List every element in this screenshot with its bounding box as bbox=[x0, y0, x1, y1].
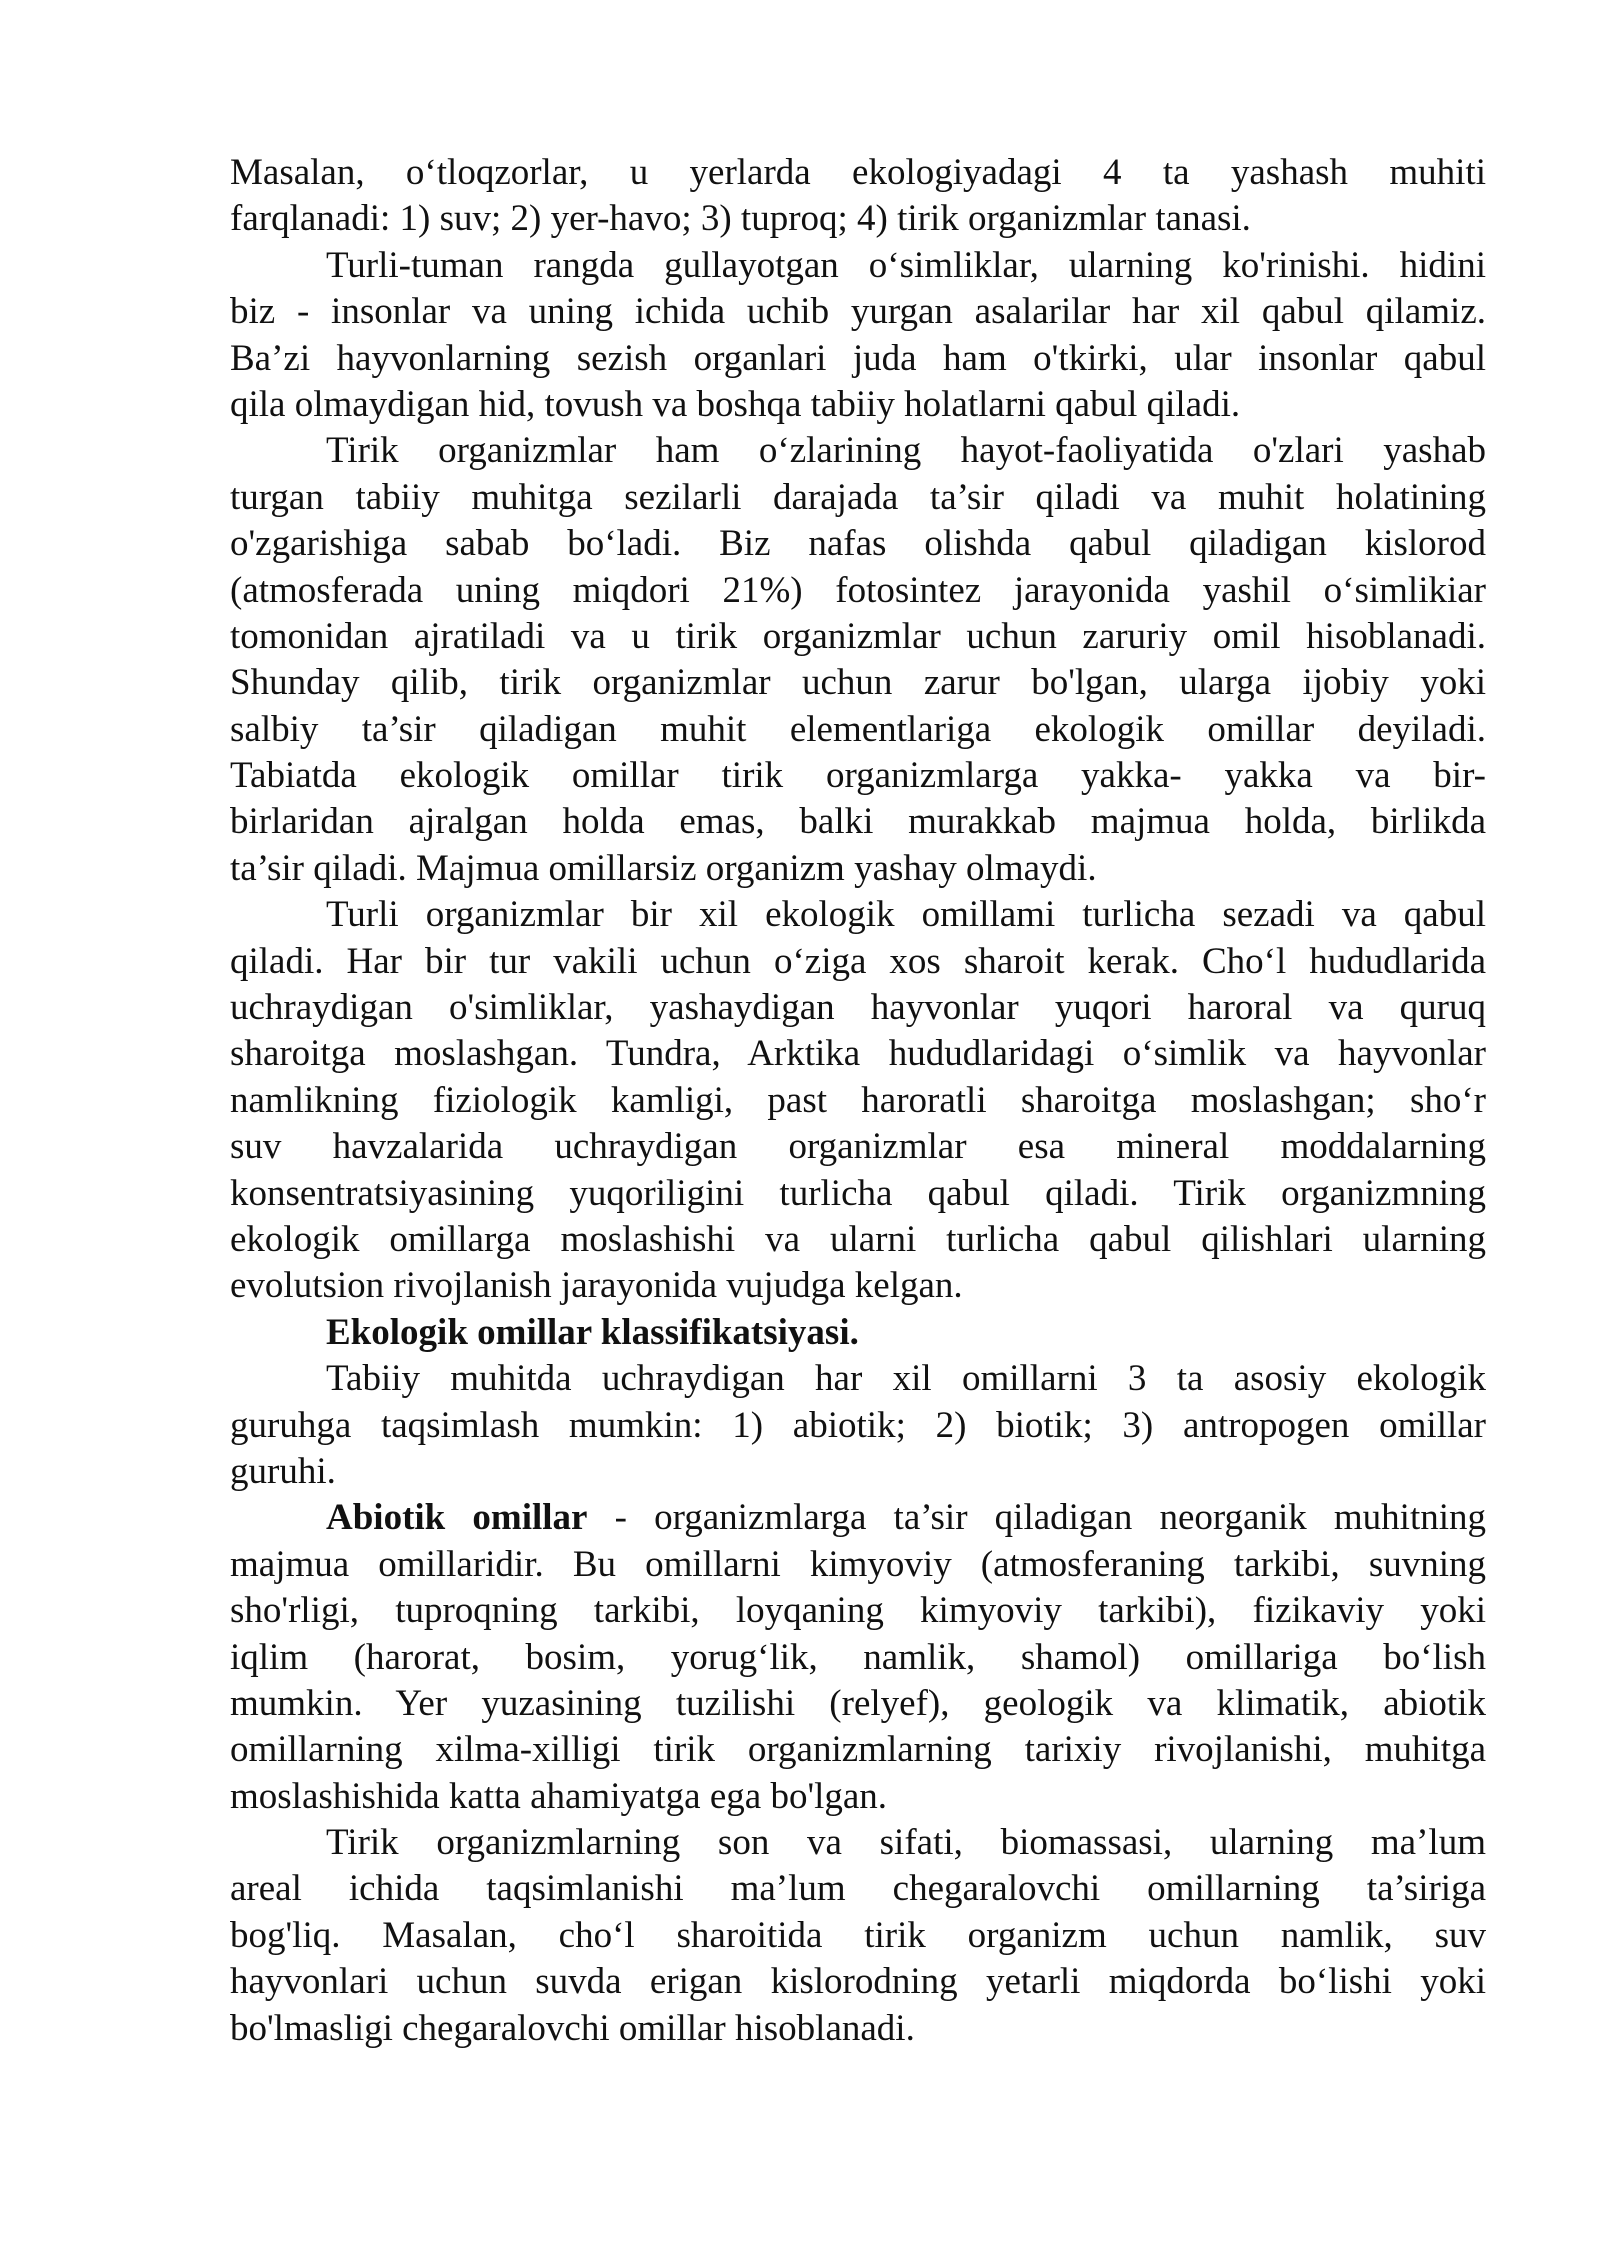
text-run: biz - insonlar va uning ichida uchib yurgan asalarilar har xil qabul qilamiz. bbox=[230, 291, 1486, 333]
paragraph bbox=[230, 1820, 1486, 2052]
text-line bbox=[230, 521, 1486, 567]
document-page bbox=[230, 150, 1486, 2052]
text-run: areal ichida taqsimlanishi ma’lum chegaralovchi omillarning ta’siriga bbox=[230, 1868, 1486, 1910]
text-line bbox=[230, 1588, 1486, 1634]
text-run: Shunday qilib, tirik organizmlar uchun zarur bo'lgan, ularga ijobiy yoki bbox=[230, 662, 1486, 704]
text-run: Tabiatda ekologik omillar tirik organizmlarga yakka- yakka va bir- bbox=[230, 755, 1486, 797]
text-line bbox=[230, 1310, 1486, 1356]
text-run: tomonidan ajratiladi va u tirik organizmlar uchun zaruriy omil hisoblanadi. bbox=[230, 615, 1486, 657]
text-run: Tirik organizmlarning son va sifati, biomassasi, ularning ma’lum bbox=[326, 1822, 1486, 1864]
text-line bbox=[230, 2006, 1486, 2052]
paragraph bbox=[230, 1495, 1486, 1820]
text-line bbox=[230, 707, 1486, 753]
text-run: turgan tabiiy muhitga sezilarli darajada ta’sir qiladi va muhit holatining bbox=[230, 476, 1486, 518]
text-run: hayvonlari uchun suvda erigan kislorodning yetarli miqdorda bo‘lishi yoki bbox=[230, 1961, 1486, 2003]
text-line bbox=[230, 799, 1486, 845]
text-line bbox=[230, 289, 1486, 335]
text-run: namlikning fiziologik kamligi, past haroratli sharoitga moslashgan; sho‘r bbox=[230, 1079, 1486, 1121]
text-run: uchraydigan o'simliklar, yashaydigan hayvonlar yuqori haroral va quruq bbox=[230, 987, 1486, 1029]
text-line bbox=[230, 1171, 1486, 1217]
text-line bbox=[230, 1727, 1486, 1773]
text-run: qila olmaydigan hid, tovush va boshqa tabiiy holatlarni qabul qiladi. bbox=[230, 383, 1241, 425]
text-line bbox=[230, 753, 1486, 799]
text-run: bog'liq. Masalan, cho‘l sharoitida tirik organizm uchun namlik, suv bbox=[230, 1914, 1486, 1956]
text-line bbox=[230, 1820, 1486, 1866]
text-run: - organizmlarga ta’sir qiladigan neorganik muhitning bbox=[587, 1497, 1486, 1539]
text-line bbox=[230, 1774, 1486, 1820]
text-run: farqlanadi: 1) suv; 2) yer-havo; 3) tuproq; 4) tirik organizmlar tanasi. bbox=[230, 198, 1251, 240]
paragraph bbox=[230, 892, 1486, 1310]
text-run: mumkin. Yer yuzasining tuzilishi (relyef), geologik va klimatik, abiotik bbox=[230, 1682, 1486, 1724]
text-line bbox=[230, 1124, 1486, 1170]
text-run: qiladi. Har bir tur vakili uchun o‘ziga xos sharoit kerak. Cho‘l hududlarida bbox=[230, 940, 1486, 982]
bold-text: Abiotik omillar bbox=[326, 1497, 588, 1539]
text-run: Turli-tuman rangda gullayotgan o‘simliklar, ularning ko'rinishi. hidini bbox=[326, 244, 1486, 286]
text-line bbox=[230, 1635, 1486, 1681]
text-run: konsentratsiyasining yuqoriligini turlicha qabul qiladi. Tirik organizmning bbox=[230, 1172, 1486, 1214]
text-run: moslashishida katta ahamiyatga ega bo'lgan. bbox=[230, 1775, 888, 1817]
text-line bbox=[230, 1078, 1486, 1124]
text-run: sharoitga moslashgan. Tundra, Arktika hududlaridagi o‘simlik va hayvonlar bbox=[230, 1033, 1486, 1075]
paragraph bbox=[230, 1356, 1486, 1495]
paragraph bbox=[230, 150, 1486, 243]
text-run: salbiy ta’sir qiladigan muhit elementlariga ekologik omillar deyiladi. bbox=[230, 708, 1486, 750]
text-line bbox=[230, 660, 1486, 706]
text-run: (atmosferada uning miqdori 21%) fotosintez jarayonida yashil o‘simlikiar bbox=[230, 569, 1486, 611]
text-run: majmua omillaridir. Bu omillarni kimyoviy (atmosferaning tarkibi, suvning bbox=[230, 1543, 1486, 1585]
text-line bbox=[230, 428, 1486, 474]
text-line bbox=[230, 382, 1486, 428]
text-line bbox=[230, 1031, 1486, 1077]
section-heading bbox=[230, 1310, 1486, 1356]
text-line bbox=[230, 243, 1486, 289]
bold-text: Ekologik omillar klassifikatsiyasi. bbox=[326, 1311, 859, 1353]
text-line bbox=[230, 892, 1486, 938]
text-line bbox=[230, 1403, 1486, 1449]
text-line bbox=[230, 1356, 1486, 1402]
text-line bbox=[230, 336, 1486, 382]
text-line bbox=[230, 614, 1486, 660]
text-line bbox=[230, 475, 1486, 521]
text-line bbox=[230, 568, 1486, 614]
text-line bbox=[230, 1959, 1486, 2005]
text-line bbox=[230, 196, 1486, 242]
text-run: ekologik omillarga moslashishi va ularni turlicha qabul qilishlari ularning bbox=[230, 1218, 1486, 1260]
text-run: Masalan, o‘tloqzorlar, u yerlarda ekologiyadagi 4 ta yashash muhiti bbox=[230, 152, 1486, 193]
text-line bbox=[230, 985, 1486, 1031]
text-line bbox=[230, 1495, 1486, 1541]
text-run: Turli organizmlar bir xil ekologik omillami turlicha sezadi va qabul bbox=[326, 894, 1486, 936]
text-run: suv havzalarida uchraydigan organizmlar esa mineral moddalarning bbox=[230, 1126, 1486, 1168]
text-run: Tabiiy muhitda uchraydigan har xil omillarni 3 ta asosiy ekologik bbox=[326, 1358, 1486, 1400]
text-run: iqlim (harorat, bosim, yorug‘lik, namlik, shamol) omillariga bo‘lish bbox=[230, 1636, 1486, 1678]
text-run: birlaridan ajralgan holda emas, balki murakkab majmua holda, birlikda bbox=[230, 801, 1486, 843]
text-run: guruhi. bbox=[230, 1450, 336, 1492]
text-run: omillarning xilma-xilligi tirik organizmlarning tarixiy rivojlanishi, muhitga bbox=[230, 1729, 1486, 1771]
text-line bbox=[230, 1263, 1486, 1309]
text-run: guruhga taqsimlash mumkin: 1) abiotik; 2) biotik; 3) antropogen omillar bbox=[230, 1404, 1486, 1446]
paragraph bbox=[230, 428, 1486, 892]
text-line bbox=[230, 939, 1486, 985]
text-line bbox=[230, 1866, 1486, 1912]
text-line bbox=[230, 1681, 1486, 1727]
text-line bbox=[230, 150, 1486, 196]
text-line bbox=[230, 1913, 1486, 1959]
text-line bbox=[230, 1542, 1486, 1588]
text-line bbox=[230, 846, 1486, 892]
text-run: bo'lmasligi chegaralovchi omillar hisoblanadi. bbox=[230, 2007, 915, 2049]
text-run: Tirik organizmlar ham o‘zlarining hayot-faoliyatida o'zlari yashab bbox=[326, 430, 1486, 472]
text-run: Ba’zi hayvonlarning sezish organlari juda ham o'tkirki, ular insonlar qabul bbox=[230, 337, 1486, 379]
text-line bbox=[230, 1217, 1486, 1263]
paragraph bbox=[230, 243, 1486, 429]
text-run: o'zgarishiga sabab bo‘ladi. Biz nafas olishda qabul qiladigan kislorod bbox=[230, 523, 1486, 565]
text-line bbox=[230, 1449, 1486, 1495]
text-run: evolutsion rivojlanish jarayonida vujudga kelgan. bbox=[230, 1265, 963, 1307]
text-run: ta’sir qiladi. Majmua omillarsiz organizm yashay olmaydi. bbox=[230, 847, 1097, 889]
text-run: sho'rligi, tuproqning tarkibi, loyqaning kimyoviy tarkibi), fizikaviy yoki bbox=[230, 1590, 1486, 1632]
